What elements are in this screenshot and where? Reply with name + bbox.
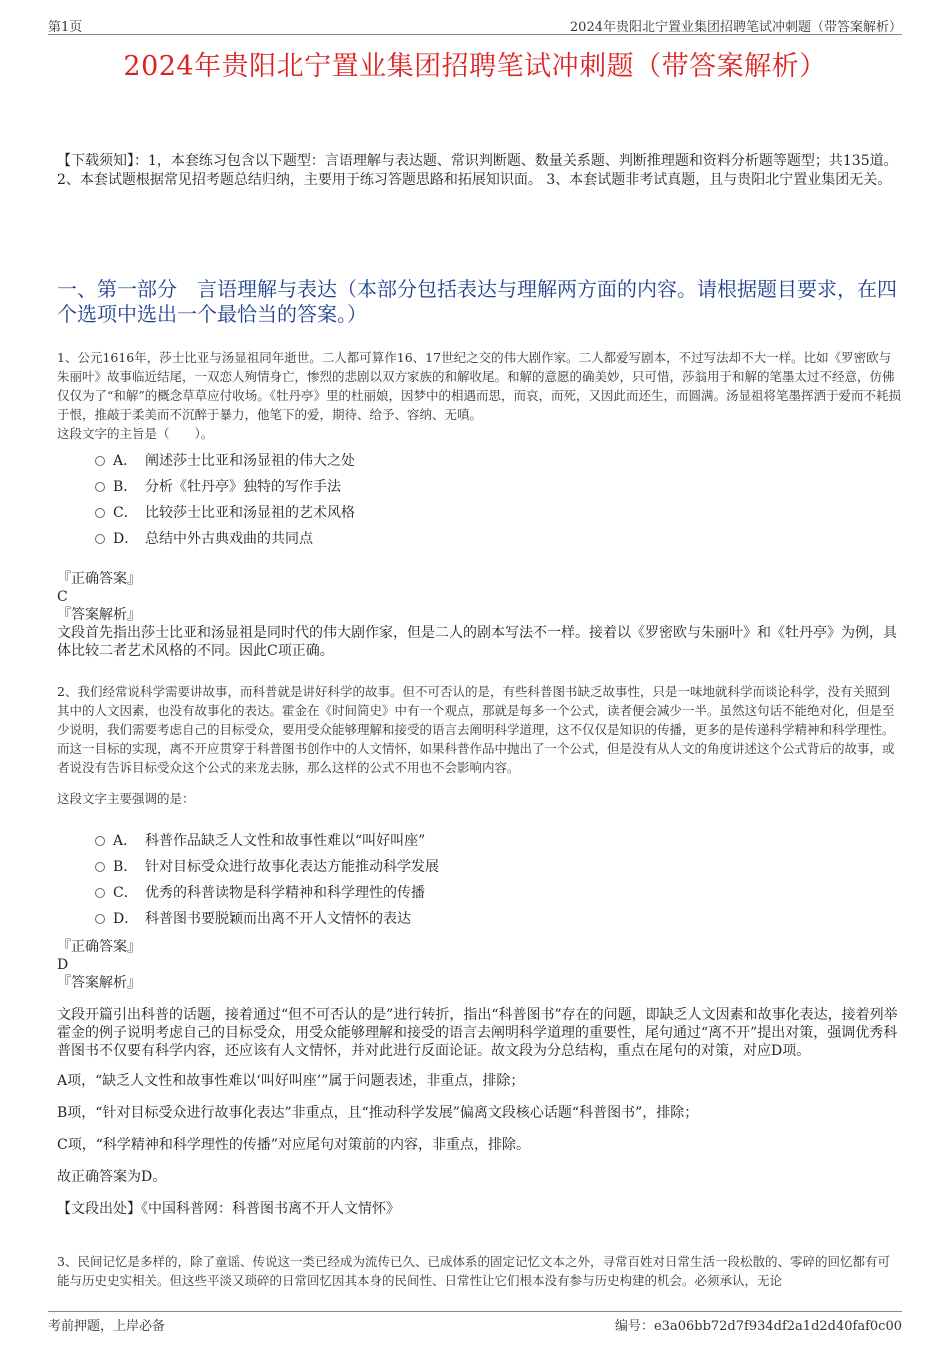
analysis-label: 『答案解析』 (57, 975, 141, 991)
question-1 (57, 348, 902, 443)
final-answer: 故正确答案为D。 (57, 1169, 167, 1185)
option-letter: A． (113, 833, 138, 849)
option-text: 阐述莎士比亚和汤显祖的伟大之处 (145, 453, 355, 469)
answer-value: C (57, 589, 68, 605)
question-1-prompt: 这段文字的主旨是（ ）。 (57, 426, 214, 441)
option-letter: B． (113, 479, 138, 495)
answer-label: 『正确答案』 (57, 571, 141, 587)
option-text: 分析《牡丹亭》独特的写作手法 (145, 479, 341, 495)
document-title: 2024年贵阳北宁置业集团招聘笔试冲刺题（带答案解析） (123, 51, 827, 82)
download-notice: 【下载须知】：1，本套练习包含以下题型：言语理解与表达题、常识判断题、数量关系题、判断推理题和资料分析题等题型；共135道。 2、本套试题根据常见招考题总结归纳，主要用于练习答题思路和拓展知识面。 3、本套试题非考试真题，且与贵阳北宁置业集团无关。 (57, 153, 898, 188)
option-text: 科普图书要脱颖而出离不开人文情怀的表达 (145, 911, 411, 927)
radio-icon[interactable] (95, 534, 105, 544)
radio-icon[interactable] (95, 482, 105, 492)
option-text: 比较莎士比亚和汤显祖的艺术风格 (145, 505, 355, 521)
document-serial: 编号：e3a06bb72d7f934df2a1d2d40faf0c00 (614, 1319, 902, 1334)
radio-icon[interactable] (95, 508, 105, 518)
source-citation: 【文段出处】《中国科普网：科普图书离不开人文情怀》 (57, 1201, 400, 1217)
analysis-label: 『答案解析』 (57, 607, 141, 623)
option-letter: B． (113, 859, 138, 875)
footer-slogan: 考前押题，上岸必备 (48, 1319, 166, 1334)
radio-icon[interactable] (95, 914, 105, 924)
question-2-text: 2、我们经常说科学需要讲故事，而科普就是讲好科学的故事。但不可否认的是，有些科普图书缺乏故事性，只是一味地就科学而谈论科学，没有关照到其中的人文因素，也没有故事化的表达。霍金在《时间简史》中有一个观点，那就是每多一个公式，读者便会减少一半。虽然这句话不能绝对化，但是至少说明，我们需要考虑自己的目标受众，要用受众能够理解和接受的语言去阐明科学道理，这不仅仅是知识的传播，更多的是传递科学精神和科学理性。而这一目标的实现，离不开应贯穿于科普图书创作中的人文情怀，如果科普作品中抛出了一个公式，但是没有从人文的角度讲述这个公式背后的故事，或者说没有告诉目标受众这个公式的来龙去脉，那么这样的公式不用也不会影响内容。 (57, 684, 895, 775)
running-title: 2024年贵阳北宁置业集团招聘笔试冲刺题（带答案解析） (569, 20, 902, 35)
option-letter: C． (113, 885, 138, 901)
answer-value: D (57, 957, 69, 973)
analysis-text: 文段首先指出莎士比亚和汤显祖是同时代的伟大剧作家，但是二人的剧本写法不一样。接着以《罗密欧与朱丽叶》和《牡丹亭》为例，具体比较二者艺术风格的不同。因此C项正确。 (57, 625, 897, 659)
option-text: 优秀的科普读物是科学精神和科学理性的传播 (145, 885, 425, 901)
radio-icon[interactable] (95, 836, 105, 846)
note-c: C项，“科学精神和科学理性的传播”对应尾句对策前的内容，非重点，排除。 (57, 1137, 531, 1153)
option-letter: C． (113, 505, 138, 521)
page-header (48, 14, 902, 35)
question-1-text: 1、公元1616年，莎士比亚与汤显祖同年逝世。二人都可算作16、17世纪之交的伟大剧作家。二人都爱写剧本，不过写法却不大一样。比如《罗密欧与朱丽叶》故事临近结尾，一双恋人殉情身亡，惨烈的悲剧以双方家族的和解收尾。和解的意愿的确美妙，只可惜，莎翁用于和解的笔墨太过不经意，仿佛仅仅为了“和解”的概念草草应付收场。《牡丹亭》里的杜丽娘，因梦中的相遇而思，而哀，而死，又因此而还生，而圆满。汤显祖将笔墨挥洒于爱而不耗损于恨，推敲于柔美而不沉醉于暴力，他笔下的爱，期待、给予、容纳、无嗔。 (57, 350, 902, 422)
note-a: A项，“缺乏人文性和故事性难以‘叫好叫座’”属于问题表述，非重点，排除； (57, 1073, 525, 1089)
radio-icon[interactable] (95, 862, 105, 872)
option-letter: A． (113, 453, 138, 469)
question-2-prompt: 这段文字主要强调的是： (57, 791, 195, 806)
analysis-text: 文段开篇引出科普的话题，接着通过“但不可否认的是”进行转折，指出“科普图书”存在的问题，即缺乏人文因素和故事化表达，接着列举霍金的例子说明考虑自己的目标受众，用受众能够理解和接受的语言去阐明科学道理的重要性，尾句通过“离不开”提出对策，强调优秀科普图书不仅要有科学内容，还应该有人文情怀，并对此进行反面论证。故文段为分总结构，重点在尾句的对策，对应D项。 (57, 1007, 898, 1059)
radio-icon[interactable] (95, 888, 105, 898)
option-text: 针对目标受众进行故事化表达方能推动科学发展 (145, 859, 439, 875)
question-2 (57, 682, 902, 808)
note-b: B项，“针对目标受众进行故事化表达”非重点，且“推动科学发展”偏离文段核心话题“科普图书”，排除； (57, 1105, 699, 1121)
radio-icon[interactable] (95, 456, 105, 466)
answer-label: 『正确答案』 (57, 939, 141, 955)
question-3-text: 3、民间记忆是多样的，除了童谣、传说这一类已经成为流传已久、已成体系的固定记忆文本之外，寻常百姓对日常生活一段松散的、零碎的回忆都有可能与历史史实相关。但这些平淡又琐碎的日常回忆因其本身的民间性、日常性让它们根本没有参与历史构建的机会。必须承认，无论 (57, 1254, 890, 1288)
option-text: 总结中外古典戏曲的共同点 (145, 531, 313, 547)
question-1-answer (57, 570, 902, 660)
option-letter: D． (113, 531, 139, 547)
page-number: 第1页 (48, 20, 83, 35)
section-title: 一、第一部分 言语理解与表达（本部分包括表达与理解两方面的内容。请根据题目要求，在四个选项中选出一个最恰当的答案。） (57, 277, 897, 326)
page-footer (48, 1311, 902, 1332)
question-2-answer (57, 938, 902, 1218)
option-text: 科普作品缺乏人文性和故事性难以“叫好叫座” (145, 833, 426, 849)
question-3 (57, 1252, 902, 1290)
option-letter: D． (113, 911, 139, 927)
